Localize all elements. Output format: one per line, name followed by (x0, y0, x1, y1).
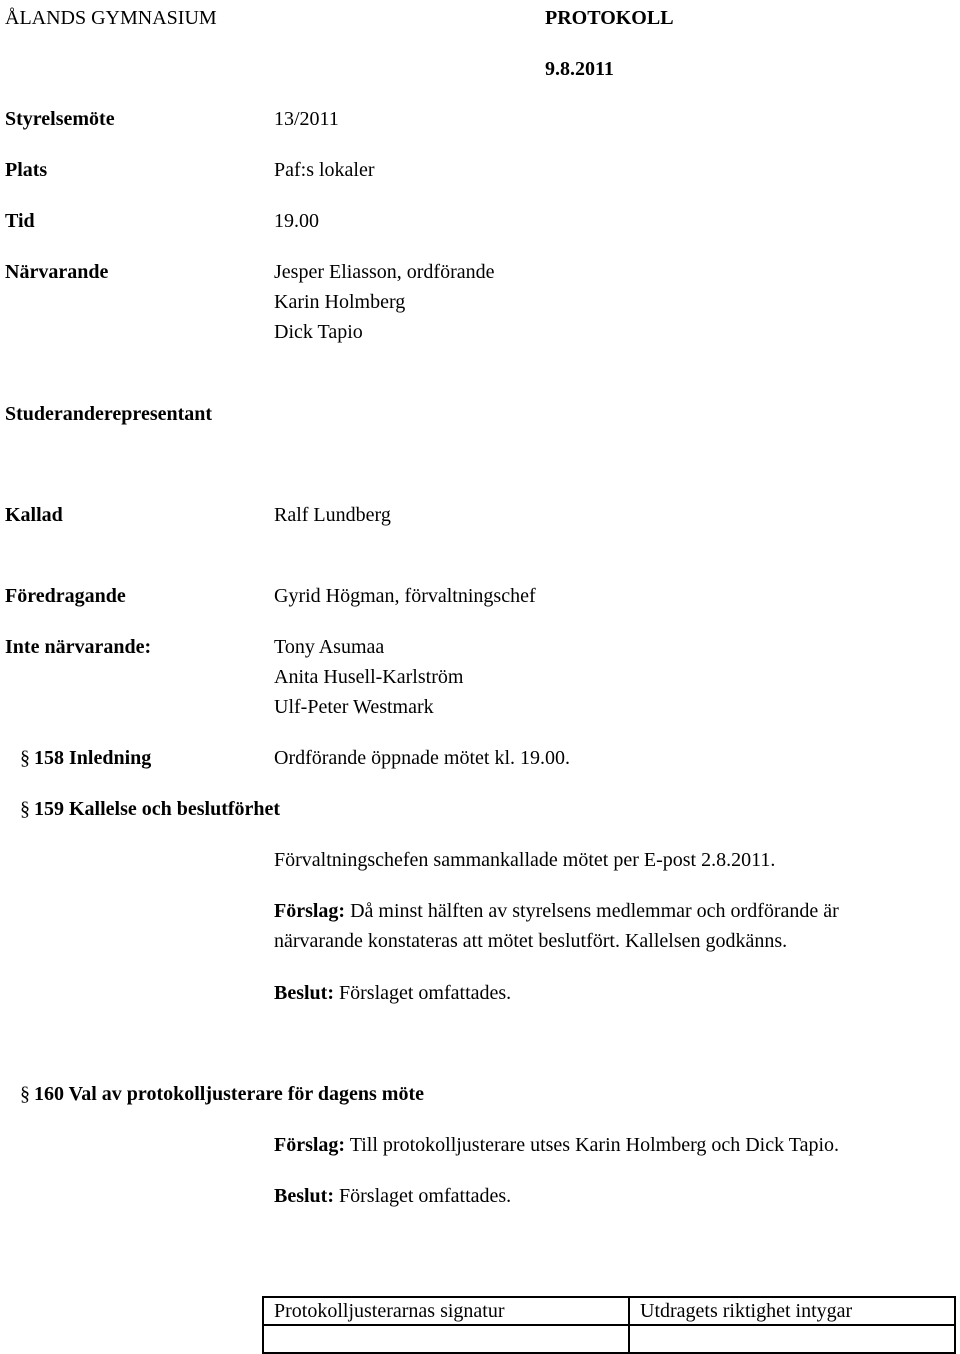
present-label: Närvarande (5, 261, 109, 283)
proposal-label: Förslag: (274, 900, 346, 922)
section-159-proposal (274, 899, 839, 923)
section-160-heading (20, 1082, 424, 1106)
section-160-title: 160 Val av protokolljusterare för dagens möte (34, 1083, 424, 1105)
presenter-label: Föredragande (5, 585, 126, 607)
section-159-proposal-cont: närvarande konstateras att mötet beslutfört. Kallelsen godkänns. (274, 930, 788, 952)
decision-text: Förslaget omfattades. (334, 1185, 512, 1207)
document-date: 9.8.2011 (545, 58, 614, 80)
school-name: ÅLANDS GYMNASIUM (5, 7, 217, 29)
proposal-text: Till protokolljusterare utses Karin Holmberg och Dick Tapio. (345, 1134, 840, 1156)
called-value: Ralf Lundberg (274, 504, 391, 526)
place-label: Plats (5, 159, 48, 181)
meeting-number: 13/2011 (274, 108, 339, 130)
absent-member: Ulf-Peter Westmark (274, 696, 434, 718)
paragraph-icon: § (20, 1083, 30, 1105)
proposal-label: Förslag: (274, 1134, 346, 1156)
paragraph-icon: § (20, 747, 30, 769)
signature-cell-adjusters[interactable] (263, 1325, 629, 1353)
section-158-text: Ordförande öppnade mötet kl. 19.00. (274, 747, 571, 769)
student-rep-label: Studeranderepresentant (5, 403, 213, 425)
meeting-label: Styrelsemöte (5, 108, 115, 130)
time-label: Tid (5, 210, 35, 232)
present-member: Karin Holmberg (274, 291, 406, 313)
section-160-decision (274, 1184, 511, 1208)
section-159-decision (274, 981, 511, 1005)
absent-label: Inte närvarande: (5, 636, 152, 658)
absent-member: Anita Husell-Karlström (274, 666, 464, 688)
section-158-heading (20, 746, 151, 770)
place-value: Paf:s lokaler (274, 159, 375, 181)
signature-header-adjusters: Protokolljusterarnas signatur (263, 1297, 629, 1325)
time-value: 19.00 (274, 210, 319, 232)
signature-header-certification: Utdragets riktighet intygar (629, 1297, 955, 1325)
decision-text: Förslaget omfattades. (334, 982, 512, 1004)
signature-cell-certification[interactable] (629, 1325, 955, 1353)
paragraph-icon: § (20, 798, 30, 820)
called-label: Kallad (5, 504, 63, 526)
document-type: PROTOKOLL (545, 7, 674, 29)
section-160-proposal (274, 1133, 839, 1157)
decision-label: Beslut: (274, 1185, 334, 1207)
present-member: Dick Tapio (274, 321, 363, 343)
signature-header-row (263, 1297, 955, 1325)
present-member: Jesper Eliasson, ordförande (274, 261, 495, 283)
presenter-value: Gyrid Högman, förvaltningschef (274, 585, 536, 607)
section-159-intro: Förvaltningschefen sammankallade mötet per E-post 2.8.2011. (274, 849, 776, 871)
signature-empty-row (263, 1325, 955, 1353)
section-159-title: 159 Kallelse och beslutförhet (34, 798, 281, 820)
decision-label: Beslut: (274, 982, 334, 1004)
section-158-title: 158 Inledning (34, 747, 152, 769)
absent-member: Tony Asumaa (274, 636, 385, 658)
section-159-heading (20, 797, 280, 821)
proposal-text: Då minst hälften av styrelsens medlemmar och ordförande är (345, 900, 839, 922)
signature-table (262, 1296, 956, 1354)
